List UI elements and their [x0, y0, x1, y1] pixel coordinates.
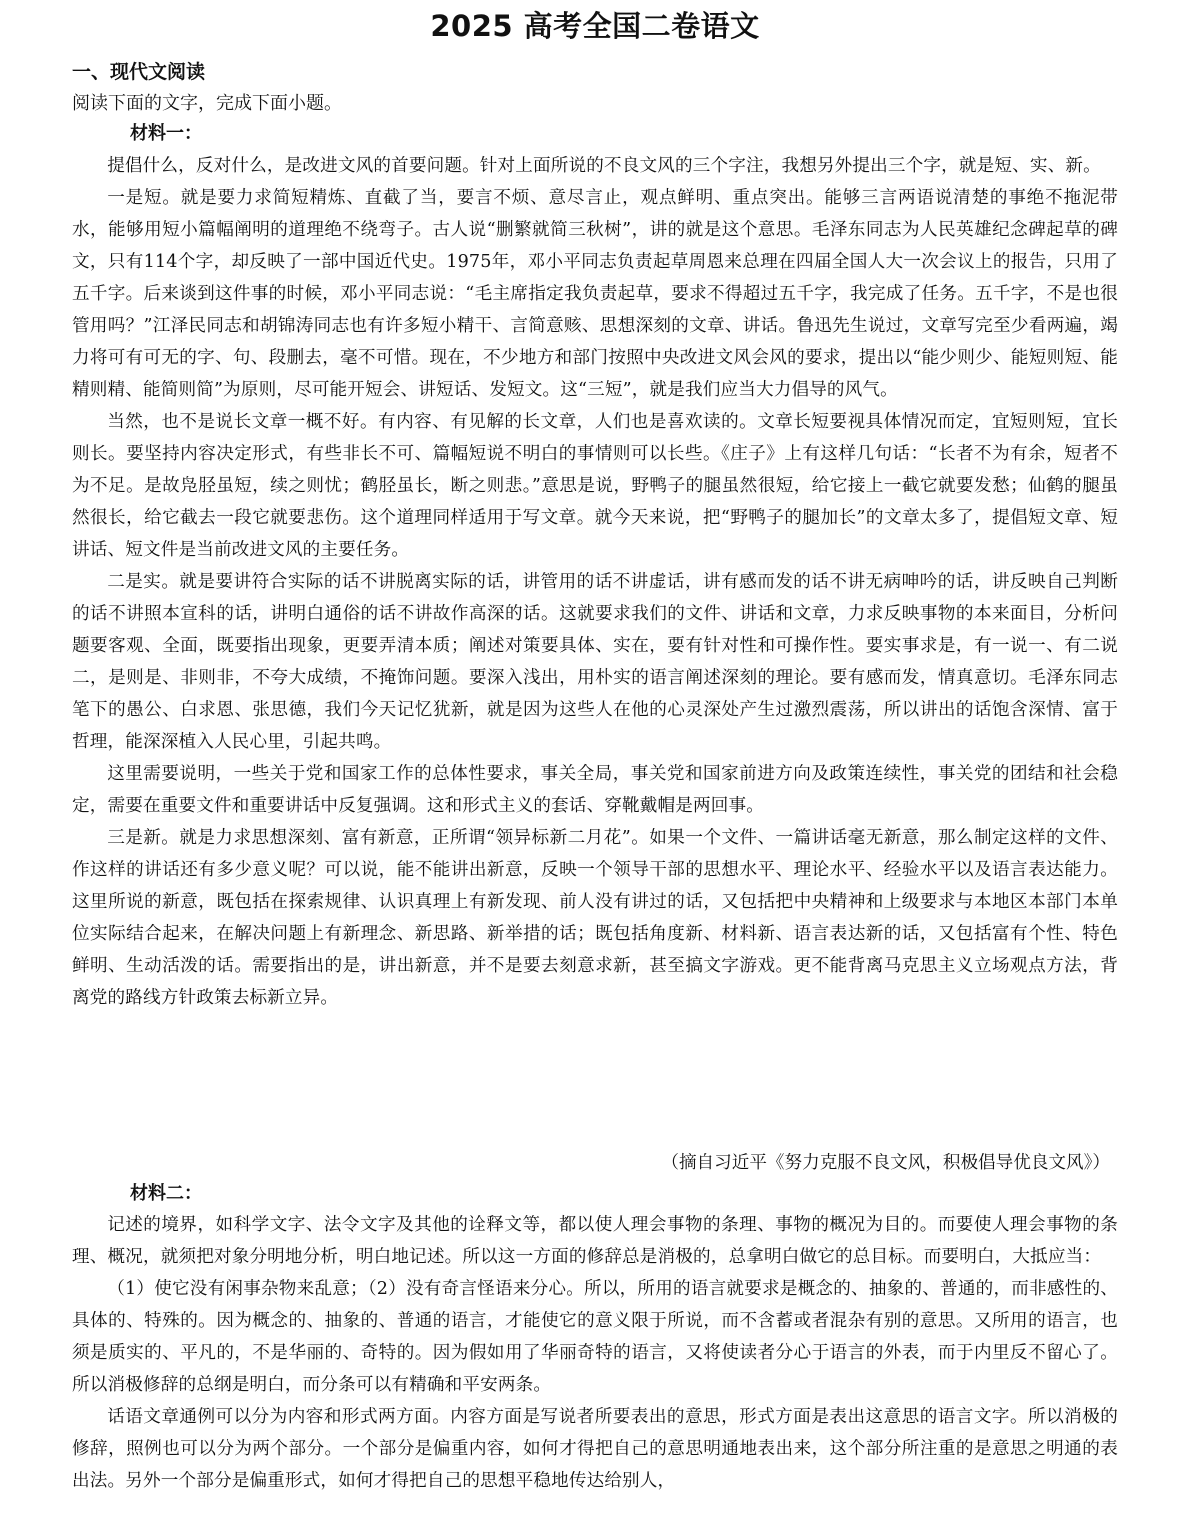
material-one-body — [72, 150, 1118, 1014]
paragraph: 一是短。就是要力求简短精炼、直截了当，要言不烦、意尽言止，观点鲜明、重点突出。能够三言两语说清楚的事绝不拖泥带水，能够用短小篇幅阐明的道理绝不绕弯子。古人说“删繁就简三秋树”，讲的就是这个意思。毛泽东同志为人民英雄纪念碑起草的碑文，只有114个字，却反映了一部中国近代史。1975年，邓小平同志负责起草周恩来总理在四届全国人大一次会议上的报告，只用了五千字。后来谈到这件事的时候，邓小平同志说：“毛主席指定我负责起草，要求不得超过五千字，我完成了任务。五千字，不是也很管用吗？”江泽民同志和胡锦涛同志也有许多短小精干、言简意赅、思想深刻的文章、讲话。鲁迅先生说过，文章写完至少看两遍，竭力将可有可无的字、句、段删去，毫不可惜。现在，不少地方和部门按照中央改进文风会风的要求，提出以“能少则少、能短则短、能精则精、能简则简”为原则，尽可能开短会、讲短话、发短文。这“三短”，就是我们应当大力倡导的风气。 — [72, 188, 1118, 400]
material-one-source: （摘自习近平《努力克服不良文风，积极倡导优良文风》） — [661, 1153, 1110, 1173]
paragraph: 二是实。就是要讲符合实际的话不讲脱离实际的话，讲管用的话不讲虚话，讲有感而发的话不讲无病呻吟的话，讲反映自己判断的话不讲照本宣科的话，讲明白通俗的话不讲故作高深的话。这就要求我们的文件、讲话和文章，力求反映事物的本来面目，分析问题要客观、全面，既要指出现象，更要弄清本质；阐述对策要具体、实在，要有针对性和可操作性。要实事求是，有一说一、有二说二，是则是、非则非，不夸大成绩，不掩饰问题。要深入浅出，用朴实的语言阐述深刻的理论。要有感而发，情真意切。毛泽东同志笔下的愚公、白求恩、张思德，我们今天记忆犹新，就是因为这些人在他的心灵深处产生过激烈震荡，所以讲出的话饱含深情、富于哲理，能深深植入人民心里，引起共鸣。 — [72, 572, 1118, 752]
paragraph: 提倡什么，反对什么，是改进文风的首要问题。针对上面所说的不良文风的三个字注，我想另外提出三个字，就是短、实、新。 — [107, 156, 1101, 176]
paragraph: 当然，也不是说长文章一概不好。有内容、有见解的长文章，人们也是喜欢读的。文章长短要视具体情况而定，宜短则短，宜长则长。要坚持内容决定形式，有些非长不可、篇幅短说不明白的事情则可以长些。《庄子》上有这样几句话：“长者不为有余，短者不为不足。是故凫胫虽短，续之则忧；鹤胫虽长，断之则悲。”意思是说，野鸭子的腿虽然很短，给它接上一截它就要发愁；仙鹤的腿虽然很长，给它截去一段它就要悲伤。这个道理同样适用于写文章。就今天来说，把“野鸭子的腿加长”的文章太多了，提倡短文章、短讲话、短文件是当前改进文风的主要任务。 — [72, 412, 1118, 560]
paragraph: 记述的境界，如科学文字、法令文字及其他的诠释文等，都以使人理会事物的条理、事物的概况为目的。而要使人理会事物的条理、概况，就须把对象分明地分析，明白地记述。所以这一方面的修辞总是消极的，总拿明白做它的总目标。而要明白，大抵应当： — [72, 1215, 1118, 1267]
exam-title: 2025 高考全国二卷语文 — [430, 9, 760, 43]
paragraph: 三是新。就是力求思想深刻、富有新意，正所谓“领异标新二月花”。如果一个文件、一篇讲话毫无新意，那么制定这样的文件、作这样的讲话还有多少意义呢？可以说，能不能讲出新意，反映一个领导干部的思想水平、理论水平、经验水平以及语言表达能力。这里所说的新意，既包括在探索规律、认识真理上有新发现、前人没有讲过的话，又包括把中央精神和上级要求与本地区本部门本单位实际结合起来，在解决问题上有新理念、新思路、新举措的话；既包括角度新、材料新、语言表达新的话，又包括富有个性、特色鲜明、生动活泼的话。需要指出的是，讲出新意，并不是要去刻意求新，甚至搞文字游戏。更不能背离马克思主义立场观点方法，背离党的路线方针政策去标新立异。 — [72, 828, 1118, 1008]
paragraph: （1）使它没有闲事杂物来乱意；（2）没有奇言怪语来分心。所以，所用的语言就要求是概念的、抽象的、普通的，而非感性的、具体的、特殊的。因为概念的、抽象的、普通的语言，才能使它的意义限于所说，而不含蓄或者混杂有别的意思。又所用的语言，也须是质实的、平凡的，不是华丽的、奇特的。因为假如用了华丽奇特的语言，又将使读者分心于语言的外表，而于内里反不留心了。所以消极修辞的总纲是明白，而分条可以有精确和平安两条。 — [72, 1279, 1118, 1395]
section-heading: 一、现代文阅读 — [72, 61, 206, 83]
paragraph: 这里需要说明，一些关于党和国家工作的总体性要求，事关全局，事关党和国家前进方向及政策连续性，事关党的团结和社会稳定，需要在重要文件和重要讲话中反复强调。这和形式主义的套话、穿靴戴帽是两回事。 — [72, 764, 1118, 816]
material-one-label: 材料一： — [130, 123, 202, 144]
material-two-label: 材料二： — [130, 1183, 202, 1204]
instruction-text: 阅读下面的文字，完成下面小题。 — [72, 93, 342, 114]
paragraph: 话语文章通例可以分为内容和形式两方面。内容方面是写说者所要表出的意思，形式方面是表出这意思的语言文字。所以消极的修辞，照例也可以分为两个部分。一个部分是偏重内容，如何才得把自己的意思明通地表出来，这个部分所注重的是意思之明通的表出法。另外一个部分是偏重形式，如何才得把自己的思想平稳地传达给别人， — [72, 1407, 1118, 1491]
material-two-body — [72, 1209, 1118, 1497]
